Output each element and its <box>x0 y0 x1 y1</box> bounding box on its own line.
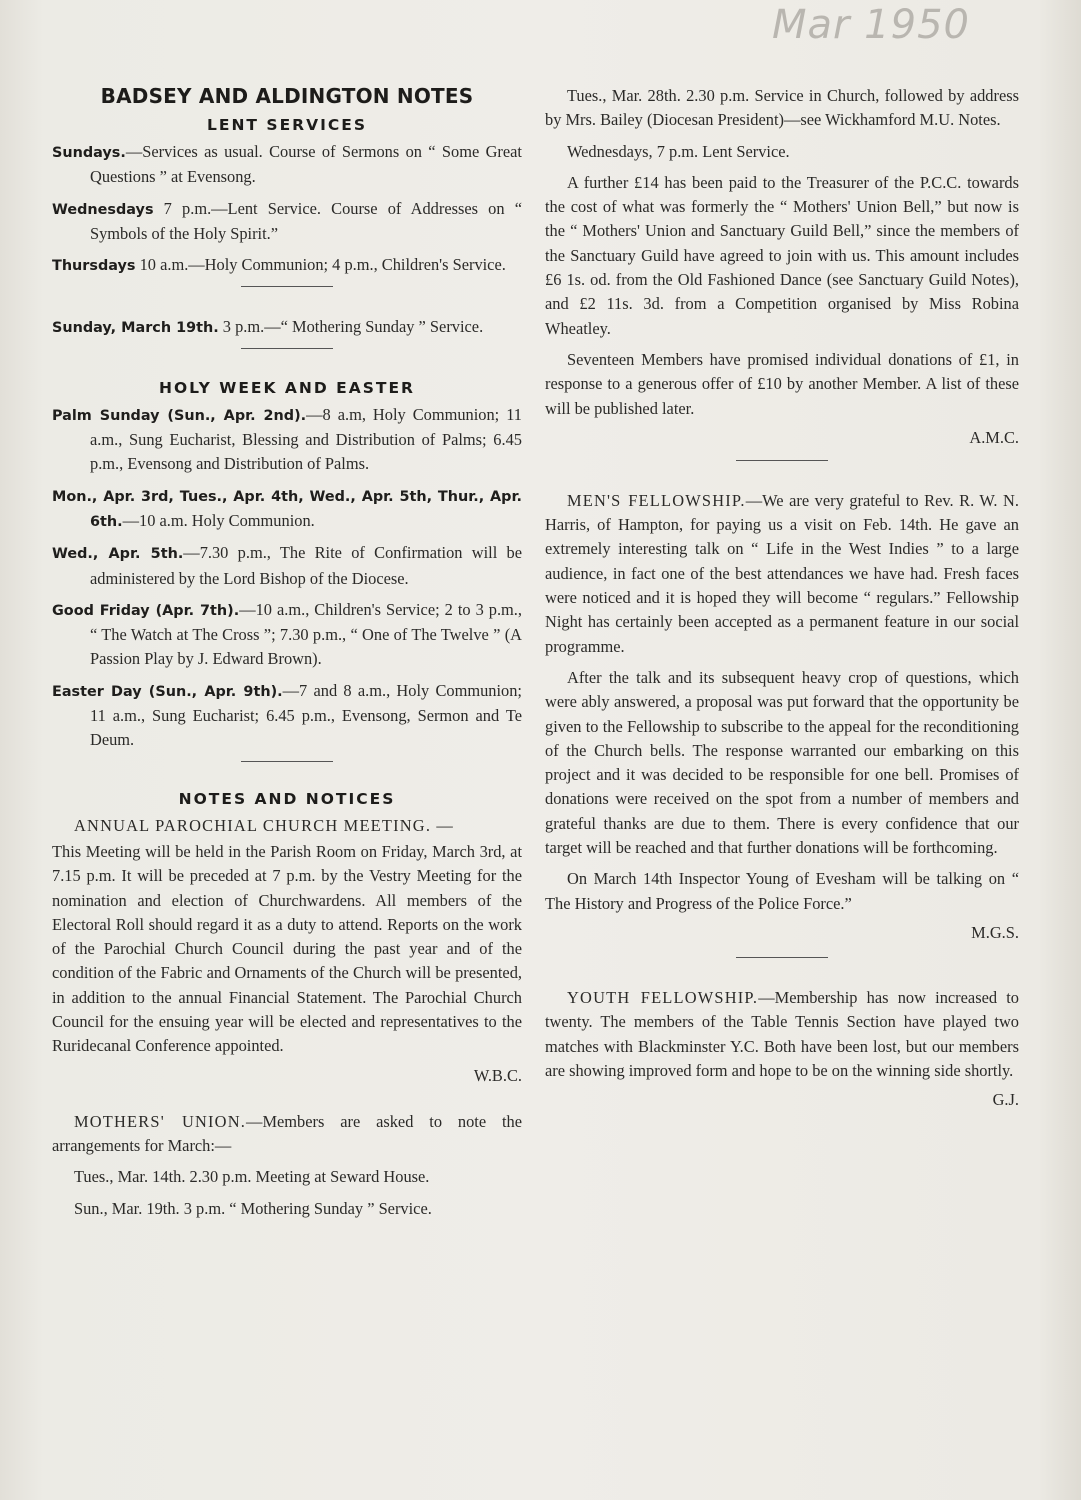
annual-meeting-title: ANNUAL PAROCHIAL CHURCH MEETING. — <box>74 815 454 835</box>
mens-fellowship-signature: M.G.S. <box>971 922 1019 942</box>
mothers-union-signature: A.M.C. <box>969 427 1019 447</box>
mens-fellowship-paragraph: On March 14th Inspector Young of Evesham will be talking on “ The History and Progress of the Police Force.” <box>545 869 1019 913</box>
lent-services-heading: LENT SERVICES <box>207 116 367 134</box>
lent-item-label: Sundays. <box>52 145 126 161</box>
holy-week-item-label: Good Friday (Apr. 7th). <box>52 602 240 619</box>
mens-fellowship-title: MEN'S FELLOWSHIP. <box>567 490 746 510</box>
mothers-union-line: Tues., Mar. 14th. 2.30 p.m. Meeting at Seward House. <box>74 1167 430 1187</box>
holy-week-item-text: —10 a.m., Children's Service; 2 to 3 p.m., “ The Watch at The Cross ”; 7.30 p.m., “ One of The Twelve ” (A Passion Play by J. Edward Brown). <box>90 599 523 669</box>
lent-item-label: Wednesdays <box>52 201 154 218</box>
lent-item-label: Thursdays <box>52 258 136 275</box>
mens-fellowship-paragraph: After the talk and its subsequent heavy crop of questions, which were ably answered, a proposal was put forward that the opportunity be given to the Fellowship to subscribe to the appeal for the reconditioning of the Church bells. The response warranted our embarking on this project and it was decided to be responsible for one bell. Promises of donations were received on the spot from a number of members and grateful thanks are due to them. There is every confidence that our target will be reached and that further donations will be forthcoming. <box>545 667 1019 858</box>
holy-week-item-text: —7.30 p.m., The Rite of Confirmation will be administered by the Lord Bishop of the Diocese. <box>90 543 522 588</box>
youth-fellowship-title: YOUTH FELLOWSHIP. <box>567 987 759 1007</box>
section-divider <box>241 286 333 287</box>
section-divider <box>736 957 828 958</box>
lent-item-text: 7 p.m.—Lent Service. Course of Addresses on “ Symbols of the Holy Spirit.” <box>90 198 522 243</box>
notes-and-notices-heading: NOTES AND NOTICES <box>178 789 396 808</box>
holy-week-item-label: Wed., Apr. 5th. <box>52 546 184 563</box>
mens-fellowship-text: —We are very grateful to Rev. R. W. N. Harris, of Hampton, for paying us a visit on Feb. 14th. He gave an extremely interesting talk on “ Life in the West Indies ” to a large audience, in fact one of the best attendances we have had. Fresh faces were noticed and it is hoped they will become “ regulars.” Fellowship Night has certainly been accepted as a permanent feature in our social programme. <box>545 490 1019 656</box>
youth-fellowship-signature: G.J. <box>992 1090 1019 1110</box>
annual-meeting-text: This Meeting will be held in the Parish Room on Friday, March 3rd, at 7.15 p.m. It will be preceded at 7 p.m. by the Vestry Meeting for the nomination and election of Churchwardens. All members of the Electoral Roll should regard it as a duty to attend. Reports on the work of the Parochial Church Council during the past year and of the condition of the Fabric and Ornaments of the Church will be presented, in addition to the annual Financial Statement. The Parochial Church Council for the ensuing year will be elected and representatives to the Ruridecanal Conference appointed. <box>52 841 522 1056</box>
mothers-union-line: Tues., Mar. 28th. 2.30 p.m. Service in Church, followed by address by Mrs. Bailey (Diocesan President)—see Wickhamford M.U. Notes. <box>545 86 1019 130</box>
mothers-union-title: MOTHERS' UNION. <box>74 1111 247 1131</box>
section-divider <box>241 348 333 349</box>
section-divider <box>736 460 828 461</box>
section-divider <box>241 761 333 762</box>
youth-fellowship-text: —Membership has now increased to twenty. The members of the Table Tennis Section have played two matches with Blackminster Y.C. Both have been lost, but our members are showing improved form and hope to be on the winning side shortly. <box>545 987 1019 1080</box>
mothers-union-line: Wednesdays, 7 p.m. Lent Service. <box>567 141 790 161</box>
holy-week-item <box>52 598 522 672</box>
mothering-sunday-text: 3 p.m.—“ Mothering Sunday ” Service. <box>218 317 484 337</box>
lent-item-text: —Services as usual. Course of Sermons on “ Some Great Questions ” at Evensong. <box>90 142 522 187</box>
holy-week-item <box>52 541 522 591</box>
holy-week-item <box>52 679 522 753</box>
lent-item-sundays <box>52 140 522 190</box>
holy-week-heading: HOLY WEEK AND EASTER <box>159 378 415 397</box>
annual-meeting-signature: W.B.C. <box>473 1065 522 1085</box>
holy-week-item-text: —8 a.m, Holy Communion; 11 a.m., Sung Eucharist, Blessing and Distribution of Palms; 6.45 p.m., Evensong and Distribution of Palms. <box>90 404 522 474</box>
mothers-union-intro <box>52 1110 522 1159</box>
mothering-sunday-notice <box>52 315 522 340</box>
holy-week-item-text: —7 and 8 a.m., Holy Communion; 11 a.m., Sung Eucharist; 6.45 p.m., Evensong, Sermon and Te Deum. <box>90 680 522 750</box>
lent-item-text: 10 a.m.—Holy Communion; 4 p.m., Children's Service. <box>135 255 506 275</box>
mothers-union-donations-paragraph: Seventeen Members have promised individual donations of £1, in response to a generous offer of £10 by another Member. A list of these will be published later. <box>545 349 1019 418</box>
holy-week-item <box>52 403 522 477</box>
left-column <box>52 84 522 1228</box>
lent-item-thursdays <box>52 253 522 278</box>
holy-week-item-label: Palm Sunday (Sun., Apr. 2nd). <box>52 407 307 424</box>
holy-week-item-label: Mon., Apr. 3rd, Tues., Apr. 4th, Wed., Apr. 5th, Thur., Apr. 6th. <box>52 488 522 530</box>
holy-week-item-text: —10 a.m. Holy Communion. <box>122 510 315 530</box>
mothering-sunday-label: Sunday, March 19th. <box>52 320 219 337</box>
mothers-union-text: —Members are asked to note the arrangements for March:— <box>52 1111 522 1155</box>
lent-item-wednesdays <box>52 197 522 247</box>
holy-week-item <box>52 484 522 535</box>
right-column <box>545 84 1019 1116</box>
mothers-union-line: Sun., Mar. 19th. 3 p.m. “ Mothering Sunday ” Service. <box>74 1198 432 1218</box>
mens-fellowship-intro <box>545 489 1019 659</box>
handwritten-date-annotation: Mar 1950 <box>772 2 970 48</box>
youth-fellowship-paragraph <box>545 986 1019 1083</box>
mothers-union-bell-paragraph: A further £14 has been paid to the Treasurer of the P.C.C. towards the cost of what was formerly the “ Mothers' Union Bell,” but now is the “ Mothers' Union and Sanctuary Guild Bell,” since the members of the Sanctuary Guild have agreed to join with us. This amount includes £6 1s. od. from the Old Fashioned Dance (see Sanctuary Guild Notes), and £2 11s. 3d. from a Competition organised by Miss Robina Wheatley. <box>545 172 1019 338</box>
page-title: BADSEY AND ALDINGTON NOTES <box>100 84 474 108</box>
holy-week-item-label: Easter Day (Sun., Apr. 9th). <box>52 683 283 700</box>
